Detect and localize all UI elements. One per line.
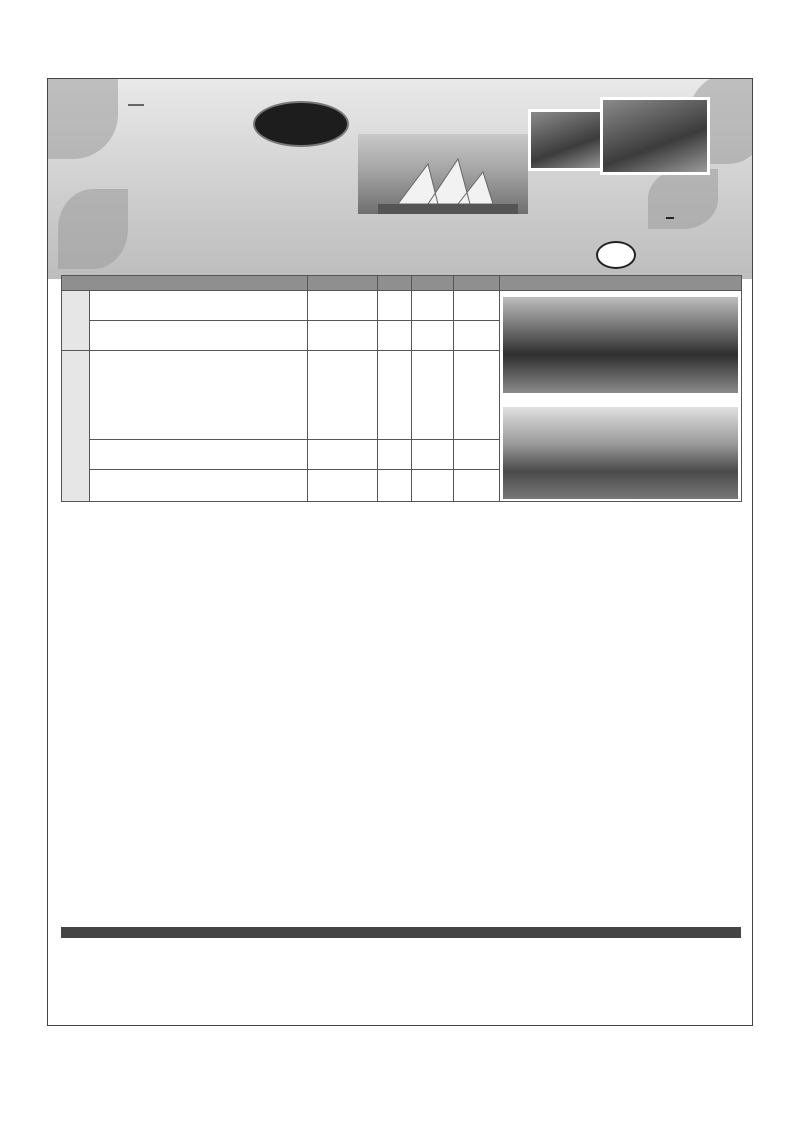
cell-group bbox=[378, 440, 412, 470]
cell-date bbox=[308, 470, 378, 502]
feifan-shijie-badge bbox=[253, 101, 349, 147]
schedule-row bbox=[62, 291, 742, 321]
svc-col-phone bbox=[271, 927, 431, 938]
cell-date bbox=[308, 440, 378, 470]
col-suggested-price bbox=[454, 276, 500, 291]
coast-photo bbox=[528, 109, 608, 171]
logo-subtitle bbox=[128, 104, 144, 106]
col-route bbox=[62, 276, 308, 291]
page-footer bbox=[380, 1036, 388, 1052]
col-peer-price bbox=[412, 276, 454, 291]
category-cell bbox=[62, 351, 90, 502]
features-cell bbox=[500, 291, 742, 502]
cell-group bbox=[378, 351, 412, 440]
service-table bbox=[61, 927, 741, 938]
col-date bbox=[308, 276, 378, 291]
cell-group bbox=[378, 470, 412, 502]
svc-col-qq bbox=[591, 927, 741, 938]
cell-peer bbox=[412, 321, 454, 351]
jettour-logo bbox=[98, 91, 258, 153]
route-cell bbox=[90, 470, 308, 502]
opera-house-icon bbox=[358, 134, 528, 214]
route-cell bbox=[90, 351, 308, 440]
cell-peer bbox=[412, 470, 454, 502]
route-cell bbox=[90, 291, 308, 321]
cell-peer bbox=[412, 291, 454, 321]
col-group bbox=[378, 276, 412, 291]
cell-suggest bbox=[454, 351, 500, 440]
category-cell bbox=[62, 291, 90, 351]
schedule-header-row bbox=[62, 276, 742, 291]
lake-photo bbox=[600, 97, 710, 175]
schedule-table bbox=[61, 275, 742, 502]
leaf-decoration bbox=[58, 189, 128, 269]
cell-group bbox=[378, 291, 412, 321]
sydney-harbour-photo bbox=[358, 134, 528, 214]
route-cell bbox=[90, 321, 308, 351]
cell-date bbox=[308, 351, 378, 440]
banner bbox=[48, 79, 752, 279]
cell-group bbox=[378, 321, 412, 351]
cell-suggest bbox=[454, 291, 500, 321]
mountain-lake-photo bbox=[503, 297, 738, 393]
service-header-row bbox=[61, 927, 741, 938]
svc-col-mobile bbox=[431, 927, 591, 938]
new-itinerary-label bbox=[666, 217, 674, 219]
all-inclusive-seal bbox=[596, 241, 636, 269]
cell-peer bbox=[412, 351, 454, 440]
col-features bbox=[500, 276, 742, 291]
cell-date bbox=[308, 291, 378, 321]
svc-col-staff bbox=[61, 927, 153, 938]
cell-suggest bbox=[454, 440, 500, 470]
itinerary-page bbox=[47, 78, 753, 1026]
sydney-city-photo bbox=[503, 407, 738, 499]
cell-peer bbox=[412, 440, 454, 470]
cell-suggest bbox=[454, 470, 500, 502]
svc-col-title bbox=[153, 927, 271, 938]
cell-date bbox=[308, 321, 378, 351]
cell-suggest bbox=[454, 321, 500, 351]
new-itinerary-badge bbox=[596, 211, 746, 271]
route-cell bbox=[90, 440, 308, 470]
